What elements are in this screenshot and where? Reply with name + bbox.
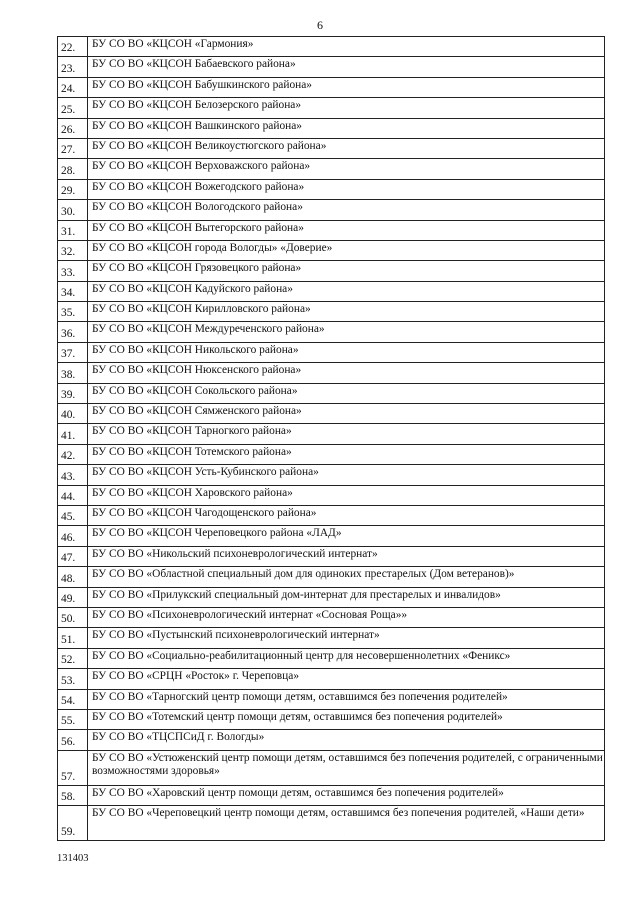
row-number: 29. bbox=[58, 179, 88, 199]
institution-name: БУ СО ВО «Областной специальный дом для одиноких престарелых (Дом ветеранов)» bbox=[88, 567, 605, 587]
row-number: 59. bbox=[58, 806, 88, 841]
table-row bbox=[58, 750, 605, 785]
table-row bbox=[58, 281, 605, 301]
institution-name: БУ СО ВО «КЦСОН Тарногкого района» bbox=[88, 424, 605, 444]
row-number: 40. bbox=[58, 404, 88, 424]
institution-name: БУ СО ВО «КЦСОН Сокольского района» bbox=[88, 383, 605, 403]
row-number: 43. bbox=[58, 465, 88, 485]
institution-name: БУ СО ВО «КЦСОН Междуреченского района» bbox=[88, 322, 605, 342]
table-row bbox=[58, 179, 605, 199]
institution-name: БУ СО ВО «КЦСОН города Вологды» «Доверие» bbox=[88, 240, 605, 260]
row-number: 37. bbox=[58, 342, 88, 362]
row-number: 38. bbox=[58, 363, 88, 383]
institution-name: БУ СО ВО «КЦСОН Вологодского района» bbox=[88, 200, 605, 220]
table-row bbox=[58, 689, 605, 709]
row-number: 55. bbox=[58, 709, 88, 729]
table-row bbox=[58, 648, 605, 668]
table-row bbox=[58, 77, 605, 97]
row-number: 57. bbox=[58, 750, 88, 785]
institutions-table-body bbox=[58, 37, 605, 841]
institution-name: БУ СО ВО «СРЦН «Росток» г. Череповца» bbox=[88, 669, 605, 689]
institution-name: БУ СО ВО «КЦСОН Нюксенского района» bbox=[88, 363, 605, 383]
row-number: 44. bbox=[58, 485, 88, 505]
row-number: 56. bbox=[58, 730, 88, 750]
table-row bbox=[58, 567, 605, 587]
institution-name: БУ СО ВО «КЦСОН Кирилловского района» bbox=[88, 302, 605, 322]
row-number: 26. bbox=[58, 118, 88, 138]
institution-name: БУ СО ВО «ТЦСПСиД г. Вологды» bbox=[88, 730, 605, 750]
table-row bbox=[58, 607, 605, 627]
institution-name: БУ СО ВО «Прилукский специальный дом-интернат для престарелых и инвалидов» bbox=[88, 587, 605, 607]
table-row bbox=[58, 730, 605, 750]
row-number: 52. bbox=[58, 648, 88, 668]
institution-name: БУ СО ВО «Тарногский центр помощи детям, оставшимся без попечения родителей» bbox=[88, 689, 605, 709]
institution-name: БУ СО ВО «КЦСОН Вытегорского района» bbox=[88, 220, 605, 240]
table-row bbox=[58, 57, 605, 77]
institution-name: БУ СО ВО «КЦСОН Белозерского района» bbox=[88, 98, 605, 118]
table-row bbox=[58, 261, 605, 281]
table-row bbox=[58, 669, 605, 689]
row-number: 35. bbox=[58, 302, 88, 322]
table-row bbox=[58, 505, 605, 525]
table-row bbox=[58, 485, 605, 505]
row-number: 51. bbox=[58, 628, 88, 648]
row-number: 45. bbox=[58, 505, 88, 525]
row-number: 54. bbox=[58, 689, 88, 709]
row-number: 23. bbox=[58, 57, 88, 77]
table-row bbox=[58, 138, 605, 158]
row-number: 34. bbox=[58, 281, 88, 301]
table-row bbox=[58, 546, 605, 566]
table-row bbox=[58, 526, 605, 546]
institution-name: БУ СО ВО «КЦСОН Усть-Кубинского района» bbox=[88, 465, 605, 485]
institution-name: БУ СО ВО «Тотемский центр помощи детям, оставшимся без попечения родителей» bbox=[88, 709, 605, 729]
table-row bbox=[58, 383, 605, 403]
institution-name: БУ СО ВО «КЦСОН Сямженского района» bbox=[88, 404, 605, 424]
page-number: 6 bbox=[317, 18, 323, 32]
row-number: 36. bbox=[58, 322, 88, 342]
row-number: 48. bbox=[58, 567, 88, 587]
row-number: 33. bbox=[58, 261, 88, 281]
row-number: 58. bbox=[58, 785, 88, 805]
row-number: 47. bbox=[58, 546, 88, 566]
institution-name: БУ СО ВО «КЦСОН Никольского района» bbox=[88, 342, 605, 362]
row-number: 22. bbox=[58, 37, 88, 57]
institution-name: БУ СО ВО «Череповецкий центр помощи детям, оставшимся без попечения родителей, «Наши дети» bbox=[88, 806, 605, 841]
row-number: 42. bbox=[58, 444, 88, 464]
institution-name: БУ СО ВО «КЦСОН Грязовецкого района» bbox=[88, 261, 605, 281]
table-row bbox=[58, 342, 605, 362]
row-number: 27. bbox=[58, 138, 88, 158]
institution-name: БУ СО ВО «КЦСОН Череповецкого района «ЛАД» bbox=[88, 526, 605, 546]
institution-name: БУ СО ВО «Устюженский центр помощи детям, оставшимся без попечения родителей, с ограниченными возможностями здоровья» bbox=[88, 750, 605, 785]
table-row bbox=[58, 118, 605, 138]
row-number: 41. bbox=[58, 424, 88, 444]
institution-name: БУ СО ВО «КЦСОН Бабушкинского района» bbox=[88, 77, 605, 97]
institution-name: БУ СО ВО «КЦСОН Верховажского района» bbox=[88, 159, 605, 179]
row-number: 49. bbox=[58, 587, 88, 607]
table-row bbox=[58, 200, 605, 220]
institution-name: БУ СО ВО «КЦСОН Тотемского района» bbox=[88, 444, 605, 464]
row-number: 32. bbox=[58, 240, 88, 260]
row-number: 28. bbox=[58, 159, 88, 179]
table-row bbox=[58, 363, 605, 383]
table-row bbox=[58, 98, 605, 118]
institution-name: БУ СО ВО «Социально-реабилитационный центр для несовершеннолетних «Феникс» bbox=[88, 648, 605, 668]
document-code: 131403 bbox=[57, 853, 89, 864]
row-number: 25. bbox=[58, 98, 88, 118]
row-number: 30. bbox=[58, 200, 88, 220]
institution-name: БУ СО ВО «КЦСОН «Гармония» bbox=[88, 37, 605, 57]
table-row bbox=[58, 424, 605, 444]
institution-name: БУ СО ВО «Никольский психоневрологический интернат» bbox=[88, 546, 605, 566]
institution-name: БУ СО ВО «КЦСОН Вожегодского района» bbox=[88, 179, 605, 199]
institutions-table bbox=[57, 36, 605, 841]
institution-name: БУ СО ВО «Психоневрологический интернат «Сосновая Роща»» bbox=[88, 607, 605, 627]
row-number: 50. bbox=[58, 607, 88, 627]
row-number: 39. bbox=[58, 383, 88, 403]
institution-name: БУ СО ВО «КЦСОН Бабаевского района» bbox=[88, 57, 605, 77]
institution-name: БУ СО ВО «КЦСОН Чагодощенского района» bbox=[88, 505, 605, 525]
table-row bbox=[58, 240, 605, 260]
table-row bbox=[58, 806, 605, 841]
table-row bbox=[58, 465, 605, 485]
table-row bbox=[58, 322, 605, 342]
row-number: 53. bbox=[58, 669, 88, 689]
institution-name: БУ СО ВО «КЦСОН Вашкинского района» bbox=[88, 118, 605, 138]
institution-name: БУ СО ВО «Харовский центр помощи детям, оставшимся без попечения родителей» bbox=[88, 785, 605, 805]
institution-name: БУ СО ВО «КЦСОН Кадуйского района» bbox=[88, 281, 605, 301]
table-row bbox=[58, 220, 605, 240]
table-row bbox=[58, 159, 605, 179]
table-row bbox=[58, 404, 605, 424]
institution-name: БУ СО ВО «Пустынский психоневрологический интернат» bbox=[88, 628, 605, 648]
table-row bbox=[58, 709, 605, 729]
table-row bbox=[58, 302, 605, 322]
row-number: 46. bbox=[58, 526, 88, 546]
institution-name: БУ СО ВО «КЦСОН Харовского района» bbox=[88, 485, 605, 505]
table-row bbox=[58, 37, 605, 57]
table-row bbox=[58, 785, 605, 805]
table-row bbox=[58, 628, 605, 648]
table-row bbox=[58, 587, 605, 607]
table-row bbox=[58, 444, 605, 464]
row-number: 24. bbox=[58, 77, 88, 97]
institution-name: БУ СО ВО «КЦСОН Великоустюгского района» bbox=[88, 138, 605, 158]
row-number: 31. bbox=[58, 220, 88, 240]
